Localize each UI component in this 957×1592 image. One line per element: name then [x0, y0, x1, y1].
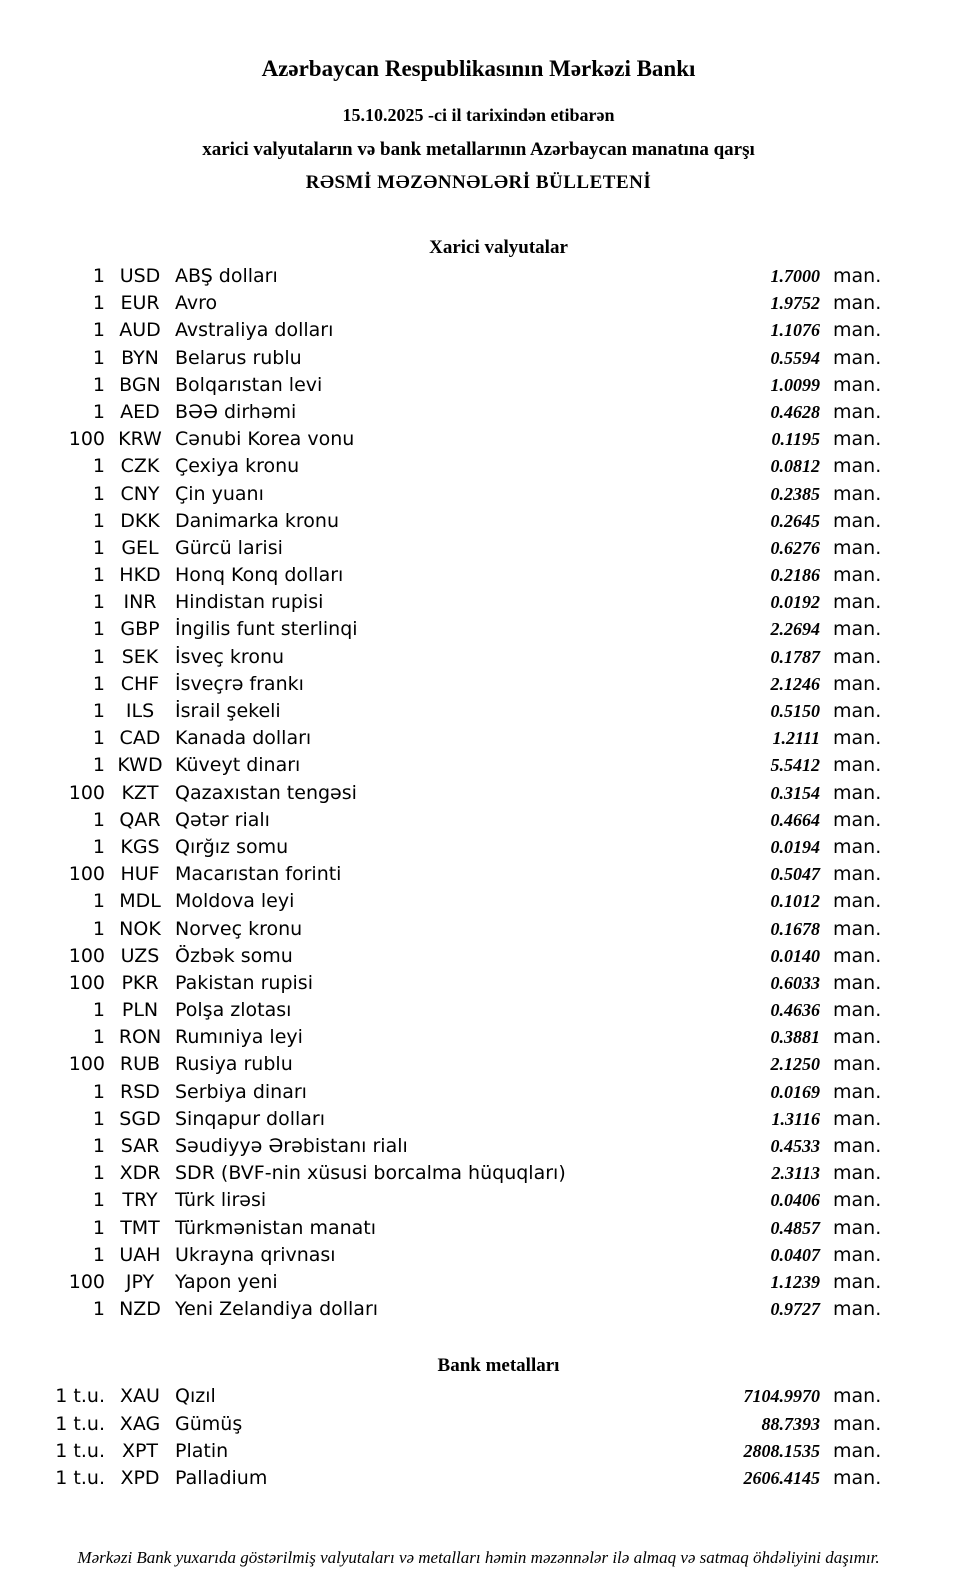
- unit-cell: man.: [833, 917, 882, 940]
- quantity-cell: 1 t.u.: [55, 1385, 105, 1408]
- currency-row: [0, 807, 895, 834]
- code-cell: SAR: [120, 1135, 160, 1157]
- code-cell: BGN: [119, 373, 161, 396]
- name-cell: Qırğız somu: [175, 835, 289, 858]
- currency-row: [0, 698, 895, 725]
- quantity-cell: 1: [92, 591, 105, 614]
- name-cell: Serbiya dinarı: [175, 1080, 307, 1103]
- currency-row: [0, 752, 895, 779]
- quantity-cell: 1: [92, 1298, 105, 1321]
- obligation-note: Mərkəzi Bank yuxarıda göstərilmiş valyutaları və metalları həmin məzənnələr ilə almaq və satmaq öhdəliyini daşımır.: [77, 1548, 880, 1568]
- quantity-cell: 1: [92, 999, 105, 1022]
- rate-cell: 1.0099: [770, 374, 820, 395]
- unit-cell: man.: [833, 373, 882, 396]
- unit-cell: man.: [833, 672, 882, 695]
- code-cell: PKR: [121, 971, 159, 994]
- quantity-cell: 100: [68, 944, 105, 967]
- quantity-cell: 1: [92, 346, 105, 369]
- name-cell: Moldova leyi: [175, 890, 295, 913]
- code-cell: CHF: [120, 672, 160, 695]
- quantity-cell: 1: [92, 672, 105, 695]
- quantity-cell: 1: [92, 700, 105, 722]
- code-cell: KZT: [121, 781, 159, 804]
- quantity-cell: 1: [92, 265, 105, 287]
- currency-row: [0, 481, 895, 508]
- currency-row: [0, 725, 895, 752]
- rate-cell: 0.1012: [770, 891, 820, 912]
- unit-cell: man.: [833, 618, 882, 641]
- rate-cell: 0.0140: [770, 945, 820, 966]
- code-cell: NZD: [119, 1298, 161, 1321]
- rate-cell: 2606.4145: [743, 1467, 820, 1488]
- code-cell: HUF: [120, 863, 160, 886]
- unit-cell: man.: [833, 346, 882, 369]
- rate-cell: 0.4533: [770, 1136, 820, 1156]
- quantity-cell: 1: [92, 509, 105, 532]
- currency-row: [0, 1051, 895, 1078]
- code-cell: PLN: [121, 999, 159, 1022]
- name-cell: SDR (BVF-nin xüsusi borcalma hüquqları): [175, 1162, 566, 1185]
- name-cell: Gürcü larisi: [175, 536, 283, 559]
- metal-row: [0, 1411, 895, 1438]
- code-cell: DKK: [120, 509, 160, 532]
- currency-table: [0, 263, 895, 1323]
- unit-cell: man.: [833, 536, 882, 559]
- quantity-cell: 1: [92, 917, 105, 940]
- quantity-cell: 1: [92, 835, 105, 858]
- currency-row: [0, 453, 895, 480]
- quantity-cell: 1: [92, 890, 105, 913]
- unit-cell: man.: [833, 754, 882, 777]
- unit-cell: man.: [833, 645, 882, 668]
- unit-cell: man.: [833, 1385, 882, 1408]
- rate-cell: 0.4857: [770, 1217, 820, 1238]
- unit-cell: man.: [833, 1053, 882, 1076]
- rate-cell: 0.0812: [770, 456, 820, 477]
- code-cell: AUD: [119, 319, 161, 342]
- name-cell: Honq Konq dolları: [175, 564, 344, 587]
- code-cell: NOK: [119, 917, 161, 940]
- rate-cell: 0.5594: [770, 347, 820, 368]
- quantity-cell: 100: [68, 1053, 105, 1076]
- code-cell: RSD: [120, 1080, 160, 1103]
- quantity-cell: 1: [92, 727, 105, 750]
- unit-cell: man.: [833, 1026, 882, 1049]
- name-cell: İngilis funt sterlinqi: [175, 618, 358, 641]
- currency-row: [0, 399, 895, 426]
- rate-cell: 2808.1535: [743, 1440, 820, 1461]
- name-cell: Sinqapur dolları: [175, 1107, 326, 1130]
- currency-row: [0, 345, 895, 372]
- name-cell: Çexiya kronu: [175, 455, 300, 478]
- rate-cell: 0.2645: [770, 510, 820, 531]
- currency-row: [0, 888, 895, 915]
- name-cell: Polşa zlotası: [175, 999, 292, 1022]
- quantity-cell: 100: [68, 971, 105, 994]
- currency-row: [0, 1024, 895, 1051]
- name-cell: Cənubi Korea vonu: [175, 428, 355, 451]
- unit-cell: man.: [833, 400, 882, 423]
- code-cell: UAH: [119, 1243, 161, 1266]
- rate-cell: 1.3116: [771, 1108, 820, 1129]
- code-cell: XPD: [120, 1466, 160, 1489]
- unit-cell: man.: [833, 428, 882, 451]
- code-cell: SGD: [119, 1107, 161, 1130]
- name-cell: Qətər rialı: [175, 808, 270, 831]
- quantity-cell: 1: [92, 319, 105, 342]
- metal-row: [0, 1465, 895, 1492]
- name-cell: Macarıstan forinti: [175, 863, 342, 886]
- code-cell: GEL: [121, 536, 159, 559]
- currency-row: [0, 562, 895, 589]
- quantity-cell: 1 t.u.: [55, 1439, 105, 1462]
- unit-cell: man.: [833, 999, 882, 1022]
- currency-row: [0, 1296, 895, 1323]
- code-cell: TRY: [122, 1189, 158, 1212]
- currency-row: [0, 916, 895, 943]
- name-cell: Palladium: [175, 1466, 268, 1489]
- name-cell: Səudiyyə Ərəbistanı rialı: [175, 1135, 408, 1157]
- name-cell: Avro: [175, 292, 218, 315]
- rate-cell: 0.1195: [771, 429, 820, 450]
- rate-cell: 0.0192: [770, 592, 820, 613]
- currency-row: [0, 589, 895, 616]
- code-cell: KGS: [120, 835, 160, 858]
- unit-cell: man.: [833, 835, 882, 858]
- unit-cell: man.: [833, 265, 882, 287]
- code-cell: ILS: [125, 700, 155, 722]
- quantity-cell: 1: [92, 536, 105, 559]
- rate-cell: 7104.9970: [743, 1386, 820, 1407]
- code-cell: XDR: [119, 1162, 161, 1185]
- rate-cell: 0.4628: [770, 401, 820, 422]
- unit-cell: man.: [833, 890, 882, 913]
- rate-cell: 2.1250: [770, 1054, 820, 1075]
- quantity-cell: 1: [92, 400, 105, 423]
- currency-row: [0, 1106, 895, 1133]
- rate-cell: 2.2694: [770, 619, 820, 640]
- unit-cell: man.: [833, 564, 882, 587]
- code-cell: XAU: [120, 1385, 160, 1408]
- code-cell: CZK: [120, 455, 160, 478]
- name-cell: İsveçrə frankı: [175, 672, 304, 695]
- code-cell: INR: [123, 591, 157, 614]
- metal-row: [0, 1383, 895, 1410]
- unit-cell: man.: [833, 482, 882, 505]
- unit-cell: man.: [833, 1162, 882, 1185]
- unit-cell: man.: [833, 1216, 882, 1239]
- unit-cell: man.: [833, 591, 882, 614]
- unit-cell: man.: [833, 781, 882, 804]
- quantity-cell: 100: [68, 428, 105, 451]
- quantity-cell: 1: [92, 808, 105, 831]
- name-cell: Yapon yeni: [175, 1270, 278, 1293]
- code-cell: RUB: [119, 1053, 161, 1076]
- rate-cell: 0.3154: [770, 782, 820, 803]
- code-cell: JPY: [125, 1270, 155, 1293]
- rate-cell: 0.9727: [770, 1299, 820, 1320]
- quantity-cell: 1: [92, 1107, 105, 1130]
- quantity-cell: 1: [92, 1080, 105, 1103]
- unit-cell: man.: [833, 1270, 882, 1293]
- rate-cell: 0.1787: [770, 646, 820, 667]
- subject-line: xarici valyutaların və bank metallarının Azərbaycan manatına qarşı: [202, 139, 755, 160]
- name-cell: Yeni Zelandiya dolları: [175, 1298, 379, 1321]
- rate-cell: 0.5047: [770, 864, 820, 885]
- name-cell: Kanada dolları: [175, 727, 312, 750]
- unit-cell: man.: [833, 700, 882, 722]
- currency-row: [0, 780, 895, 807]
- quantity-cell: 100: [68, 863, 105, 886]
- quantity-cell: 1: [92, 482, 105, 505]
- name-cell: İsveç kronu: [175, 645, 285, 668]
- rate-cell: 5.5412: [770, 755, 820, 776]
- currency-row: [0, 290, 895, 317]
- rate-cell: 0.0169: [770, 1081, 820, 1102]
- code-cell: BYN: [121, 346, 159, 369]
- code-cell: XAG: [119, 1412, 161, 1435]
- rate-cell: 0.6033: [770, 972, 820, 993]
- unit-cell: man.: [833, 1189, 882, 1212]
- currency-row: [0, 1242, 895, 1269]
- quantity-cell: 1: [92, 618, 105, 641]
- currency-row: [0, 671, 895, 698]
- currency-row: [0, 861, 895, 888]
- rate-cell: 0.1678: [770, 918, 820, 939]
- quantity-cell: 1: [92, 1216, 105, 1239]
- name-cell: Bolqarıstan levi: [175, 373, 323, 396]
- unit-cell: man.: [833, 1439, 882, 1462]
- currency-row: [0, 1269, 895, 1296]
- quantity-cell: 100: [68, 781, 105, 804]
- rate-cell: 0.5150: [770, 701, 820, 721]
- name-cell: Hindistan rupisi: [175, 591, 324, 614]
- rate-cell: 0.0407: [770, 1244, 820, 1265]
- code-cell: KWD: [117, 754, 163, 777]
- name-cell: Rusiya rublu: [175, 1053, 293, 1076]
- quantity-cell: 1: [92, 292, 105, 315]
- rate-cell: 2.1246: [770, 673, 820, 694]
- unit-cell: man.: [833, 1080, 882, 1103]
- unit-cell: man.: [833, 455, 882, 478]
- quantity-cell: 1: [92, 1162, 105, 1185]
- name-cell: Belarus rublu: [175, 346, 302, 369]
- currency-row: [0, 1187, 895, 1214]
- code-cell: HKD: [119, 564, 161, 587]
- name-cell: Ukrayna qrivnası: [175, 1243, 336, 1266]
- rate-cell: 0.0194: [770, 836, 820, 857]
- quantity-cell: 100: [68, 1270, 105, 1293]
- effective-date-line: 15.10.2025 -ci il tarixindən etibarən: [342, 105, 615, 125]
- code-cell: CAD: [119, 727, 161, 750]
- unit-cell: man.: [833, 863, 882, 886]
- name-cell: Rumıniya leyi: [175, 1026, 303, 1049]
- currency-row: [0, 644, 895, 671]
- code-cell: USD: [119, 265, 161, 287]
- code-cell: EUR: [120, 292, 160, 315]
- name-cell: Norveç kronu: [175, 917, 303, 940]
- name-cell: Türk lirəsi: [175, 1189, 267, 1212]
- rate-cell: 1.1239: [770, 1271, 820, 1292]
- rate-cell: 0.4664: [770, 809, 820, 830]
- code-cell: RON: [118, 1026, 162, 1049]
- currency-row: [0, 616, 895, 643]
- name-cell: Avstraliya dolları: [175, 319, 334, 342]
- quantity-cell: 1: [92, 564, 105, 587]
- currency-row: [0, 317, 895, 344]
- quantity-cell: 1: [92, 1135, 105, 1157]
- quantity-cell: 1: [92, 1026, 105, 1049]
- rate-cell: 0.6276: [770, 537, 820, 558]
- quantity-cell: 1: [92, 1189, 105, 1212]
- code-cell: UZS: [120, 944, 160, 967]
- currency-row: [0, 1160, 895, 1187]
- unit-cell: man.: [833, 808, 882, 831]
- rate-cell: 1.1076: [770, 320, 820, 341]
- currency-row: [0, 1215, 895, 1242]
- unit-cell: man.: [833, 292, 882, 315]
- unit-cell: man.: [833, 1412, 882, 1435]
- code-cell: KRW: [118, 428, 162, 451]
- rate-cell: 88.7393: [761, 1413, 820, 1434]
- name-cell: İsrail şekeli: [175, 700, 281, 722]
- code-cell: GBP: [120, 618, 160, 641]
- code-cell: AED: [120, 400, 160, 423]
- rate-cell: 0.0406: [770, 1190, 820, 1211]
- bank-name-title: Azərbaycan Respublikasının Mərkəzi Bankı: [261, 56, 696, 81]
- unit-cell: man.: [833, 1243, 882, 1266]
- code-cell: MDL: [119, 890, 161, 913]
- currency-row: [0, 834, 895, 861]
- name-cell: Pakistan rupisi: [175, 971, 313, 994]
- currency-row: [0, 1133, 895, 1160]
- rate-cell: 0.4636: [770, 1000, 820, 1021]
- quantity-cell: 1: [92, 645, 105, 668]
- metal-row: [0, 1438, 895, 1465]
- unit-cell: man.: [833, 509, 882, 532]
- currency-row: [0, 1079, 895, 1106]
- section-title-foreign-currencies: Xarici valyutalar: [429, 237, 568, 258]
- currency-row: [0, 508, 895, 535]
- code-cell: SEK: [121, 645, 159, 668]
- name-cell: Küveyt dinarı: [175, 754, 301, 777]
- name-cell: Gümüş: [175, 1412, 243, 1435]
- name-cell: Çin yuanı: [175, 482, 264, 505]
- quantity-cell: 1 t.u.: [55, 1466, 105, 1489]
- unit-cell: man.: [833, 727, 882, 750]
- unit-cell: man.: [833, 944, 882, 967]
- name-cell: Qazaxıstan tengəsi: [175, 781, 357, 804]
- unit-cell: man.: [833, 1107, 882, 1130]
- rate-cell: 0.3881: [770, 1027, 820, 1048]
- rate-cell: 0.2385: [770, 483, 820, 504]
- unit-cell: man.: [833, 1466, 882, 1489]
- quantity-cell: 1: [92, 1243, 105, 1266]
- code-cell: XPT: [121, 1439, 159, 1462]
- metal-table: [0, 1383, 895, 1492]
- rate-cell: 1.2111: [772, 728, 820, 749]
- currency-row: [0, 263, 895, 290]
- rate-cell: 1.9752: [770, 293, 820, 314]
- currency-row: [0, 426, 895, 453]
- name-cell: ABŞ dolları: [175, 265, 278, 287]
- currency-row: [0, 970, 895, 997]
- quantity-cell: 1: [92, 754, 105, 777]
- name-cell: Türkmənistan manatı: [175, 1216, 377, 1239]
- rate-cell: 2.3113: [771, 1163, 820, 1184]
- currency-row: [0, 943, 895, 970]
- rate-cell: 1.7000: [770, 266, 820, 286]
- name-cell: Platin: [175, 1439, 229, 1462]
- currency-row: [0, 997, 895, 1024]
- currency-row: [0, 535, 895, 562]
- code-cell: TMT: [120, 1216, 160, 1239]
- quantity-cell: 1: [92, 455, 105, 478]
- unit-cell: man.: [833, 1135, 882, 1157]
- code-cell: QAR: [119, 808, 161, 831]
- unit-cell: man.: [833, 971, 882, 994]
- unit-cell: man.: [833, 319, 882, 342]
- currency-row: [0, 372, 895, 399]
- name-cell: Özbək somu: [175, 944, 293, 967]
- rate-cell: 0.2186: [770, 565, 820, 586]
- quantity-cell: 1 t.u.: [55, 1412, 105, 1435]
- name-cell: Qızıl: [175, 1385, 216, 1408]
- bulletin-title: RƏSMİ MƏZƏNNƏLƏRİ BÜLLETENİ: [305, 172, 652, 193]
- code-cell: CNY: [120, 482, 160, 505]
- name-cell: BƏƏ dirhəmi: [175, 400, 297, 423]
- unit-cell: man.: [833, 1298, 882, 1321]
- name-cell: Danimarka kronu: [175, 509, 340, 532]
- section-title-bank-metals: Bank metalları: [437, 1355, 560, 1377]
- quantity-cell: 1: [92, 373, 105, 396]
